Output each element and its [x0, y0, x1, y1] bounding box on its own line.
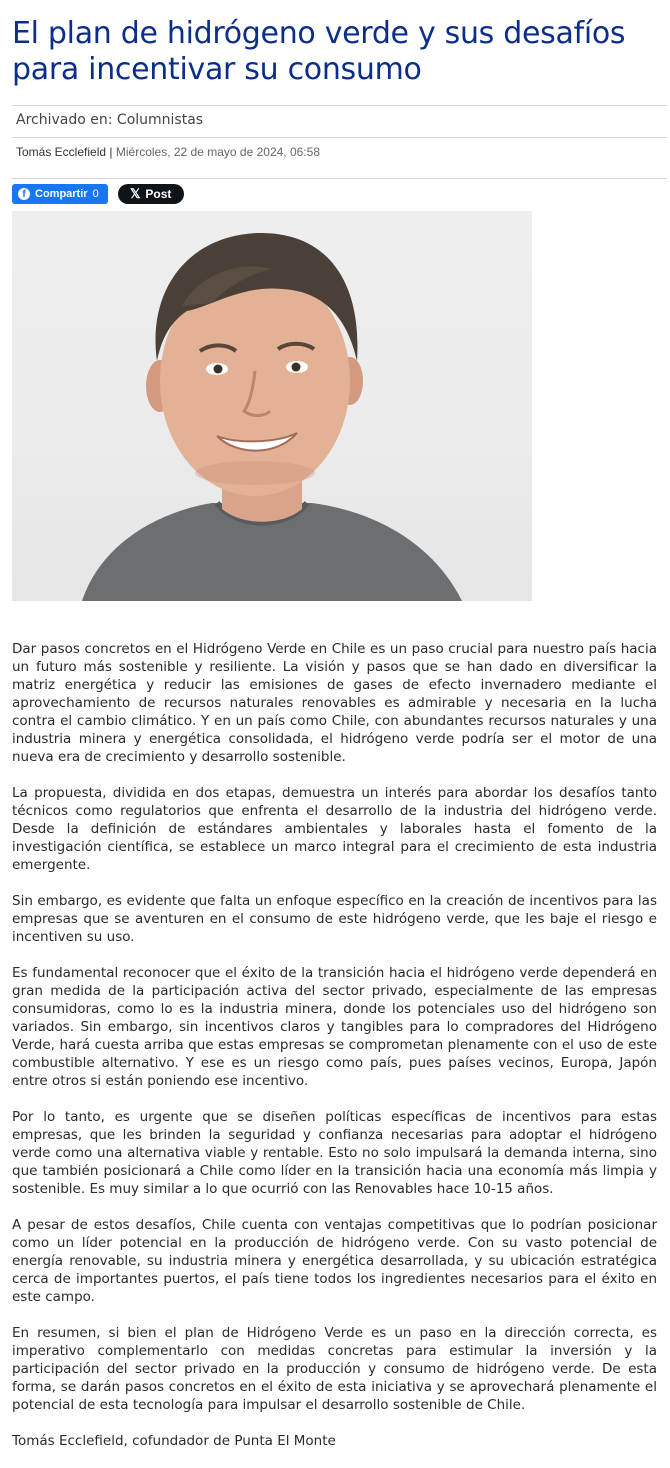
x-post-label: Post	[145, 187, 172, 201]
article-paragraph: Sin embargo, es evidente que falta un enfoque específico en la creación de incentivos para las empresas que se aventuren en el consumo de este hidrógeno verde, que les baje el riesgo e incentiven su uso.	[12, 893, 657, 945]
article-paragraph: Por lo tanto, es urgente que se diseñen políticas específicas de incentivos para estas empresas, que les brinden la seguridad y confianza necesarias para adoptar el hidrógeno verde como una alternativa viable y rentable. Esto no solo impulsará la demanda interna, sino que también posicionará a Chile como líder en la transición hacia una economía más limpia y sostenible. Es muy similar a lo que ocurrió con las Renovables hace 10-15 años.	[12, 1109, 657, 1197]
divider	[12, 178, 667, 179]
author-portrait-image	[12, 211, 532, 601]
article-title: El plan de hidrógeno verde y sus desafíos para incentivar su consumo	[12, 16, 626, 87]
divider	[12, 137, 667, 138]
byline	[16, 145, 320, 159]
share-bar	[12, 184, 184, 204]
article-paragraph: A pesar de estos desafíos, Chile cuenta con ventajas competitivas que lo podrían posicionar como un líder potencial en la producción de hidrógeno verde. Con su vasto potencial de energía renovable, su industria minera y energética desarrollada, y su ubicación estratégica cerca de importantes puertos, el país tiene todos los ingredientes necesarios para el éxito en este campo.	[12, 1217, 657, 1305]
article-body	[12, 640, 657, 1468]
article-paragraph: Es fundamental reconocer que el éxito de la transición hacia el hidrógeno verde dependerá en gran medida de la participación activa del sector privado, especialmente de las empresas consumidoras, como lo es la industria minera, donde los potenciales uso del hidrógeno son variados. Sin embargo, sin incentivos claros y tangibles para lo compradores del Hidrógeno Verde, hará cuesta arriba que estas empresas se comprometan plenamente con el uso de este combustible alternativo. Y ese es un riesgo como país, pues países vecinos, Europa, Japón entre otros si están poniendo ese incentivo.	[12, 965, 657, 1089]
facebook-share-label: Compartir	[35, 188, 88, 200]
publish-date: Miércoles, 22 de mayo de 2024, 06:58	[115, 145, 320, 159]
archived-line	[16, 112, 203, 128]
byline-separator: |	[109, 145, 113, 159]
facebook-share-button[interactable]	[12, 184, 108, 204]
archived-category-link[interactable]: Columnistas	[116, 112, 204, 128]
author-name: Tomás Ecclefield	[16, 145, 107, 159]
archived-label: Archivado en:	[16, 112, 113, 128]
x-logo-icon: 𝕏	[129, 186, 141, 201]
author-signature: Tomás Ecclefield, cofundador de Punta El Monte	[12, 1433, 336, 1449]
author-photo	[12, 211, 532, 601]
facebook-share-count: 0	[92, 188, 99, 200]
article-paragraph: La propuesta, dividida en dos etapas, demuestra un interés para abordar los desafíos tanto técnicos como regulatorios que enfrenta el desarrollo de la industria del hidrógeno verde. Desde la definición de estándares ambientales y laborales hasta el fomento de la investigación científica, se establece un marco integral para el crecimiento de esta industria emergente.	[12, 785, 657, 873]
article-paragraph: En resumen, si bien el plan de Hidrógeno Verde es un paso en la dirección correcta, es imperativo complementarlo con medidas concretas para estimular la inversión y la participación del sector privado en la producción y consumo de hidrógeno verde. De esta forma, se darán pasos concretos en el éxito de esta iniciativa y se aprovechará plenamente el potencial de esta tecnología para impulsar el desarrollo sostenible de Chile.	[12, 1325, 657, 1413]
x-post-button[interactable]	[118, 184, 184, 204]
divider	[12, 105, 667, 106]
facebook-icon: f	[18, 188, 30, 200]
article-paragraph: Dar pasos concretos en el Hidrógeno Verde en Chile es un paso crucial para nuestro país hacia un futuro más sostenible y resiliente. La visión y pasos que se han dado en diversificar la matriz energética y reducir las emisiones de gases de efecto invernadero mediante el aprovechamiento de recursos naturales renovables es admirable y necesaria en la lucha contra el cambio climático. Y en un país como Chile, con abundantes recursos naturales y una industria minera y energética consolidada, el hidrógeno verde podría ser el motor de una nueva era de crecimiento y desarrollo sostenible.	[12, 641, 657, 765]
